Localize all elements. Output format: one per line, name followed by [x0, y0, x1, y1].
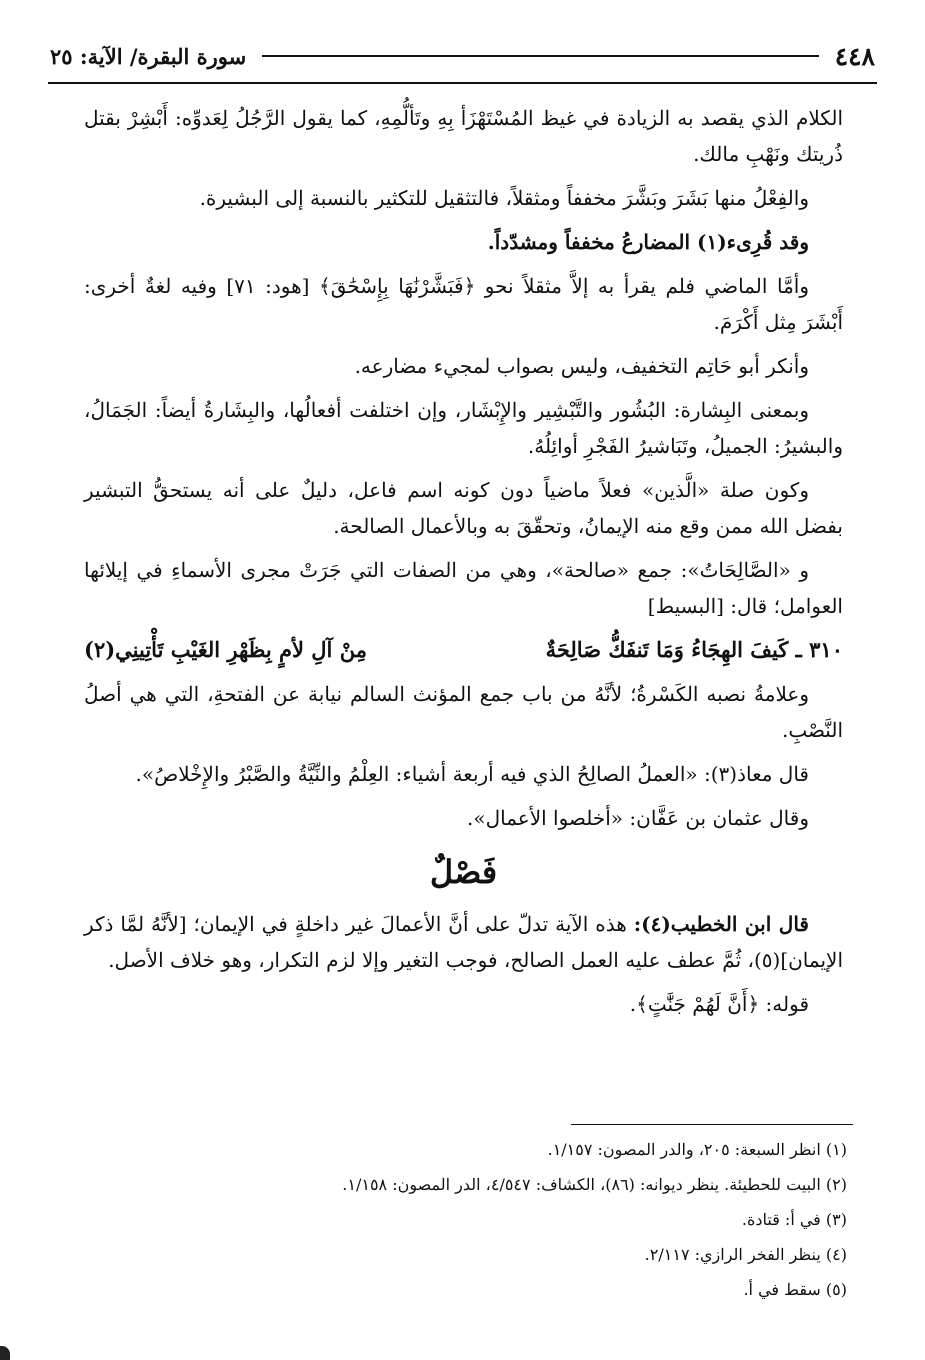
- section-lead: قال ابن الخطيب(٤):: [633, 912, 809, 936]
- paragraph: قوله: ﴿أَنَّ لَهُمْ جَنَّٰتٍ﴾.: [629, 992, 809, 1016]
- page-number: ٤٤٨: [834, 41, 875, 71]
- paragraph: وأنكر أبو حَاتِم التخفيف، وليس بصواب لمجيء مضارعه.: [354, 354, 809, 378]
- main-text: [84, 100, 843, 1030]
- running-title: سورة البقرة/ الآية: ٢٥: [50, 43, 247, 69]
- verse-second-hemistich: مِنْ آلِ لأمٍ بِظَهْرِ الغَيْبِ تَأْتِينِي(٢): [84, 637, 367, 662]
- page-header: [50, 36, 875, 76]
- paragraph: وقال عثمان بن عَفَّان: «أخلصوا الأعمال».: [467, 806, 809, 830]
- paragraph: قال معاذ(٣): «العملُ الصالِحُ الذي فيه أربعة أشياء: العِلْمُ والنِّيَّةُ والصَّبْرُ والإِخْلاصُ».: [135, 762, 809, 786]
- paragraph: وقد قُرِىء(١) المضارعُ مخففاً ومشدّداً.: [487, 230, 809, 254]
- paragraph: وعلامةُ نصبه الكَسْرةُ؛ لأنَّهُ من باب جمع المؤنث السالم نيابة عن الفتحةِ، التي هي أصلُ النَّصْبِ.: [84, 682, 843, 742]
- paragraph: و «الصَّالِحَاتُ»: جمع «صالحة»، وهي من الصفات التي جَرَتْ مجرى الأسماءِ في إيلائها العوامل؛ قال: [البسيط]: [84, 558, 843, 618]
- footnote: (٣) في أ: قتادة.: [741, 1210, 847, 1229]
- section-paragraph: [84, 906, 843, 978]
- footnote: (١) انظر السبعة: ٢٠٥، والدر المصون: ١/١٥٧.: [547, 1140, 847, 1159]
- section-text: هذه الآية تدلّ على أنَّ الأعمالَ غير داخلةٍ في الإيمان؛ [لأنَّهُ لمَّا ذكر الإيمان](٥)، ثُمَّ عطف عليه العمل الصالح، فوجب التغير وإلا لزم التكرار، وهو خلاف الأصل.: [84, 912, 843, 972]
- header-divider: [48, 82, 877, 84]
- paragraph: وأمَّا الماضي فلم يقرأ به إلاَّ مثقلاً نحو ﴿فَبَشَّرْنَٰهَا بِإِسْحَٰقَ﴾ [هود: ٧١] وفيه لغةٌ أخرى: أَبْشَرَ مِثل أَكْرَمَ.: [84, 274, 843, 334]
- verse-first-hemistich: ٣١٠ ـ كَيفَ الهِجَاءُ وَمَا تَنفَكُّ صَالِحَةٌ: [545, 637, 843, 662]
- section-title: فَصْلٌ: [429, 853, 498, 891]
- paragraph: وبمعنى البِشارة: البُشُور والتَّبْشِير والإِبْشَار، وإن اختلفت أفعالُها، والبِشَارةُ أيضاً: الجَمَالُ، والبشيرُ: الجميلُ، وتَبَاشيرُ الفَجْرِ أوائِلُهُ.: [84, 398, 843, 458]
- footnotes: [84, 1132, 847, 1307]
- footnote: (٥) سقط في أ.: [743, 1280, 847, 1299]
- header-rule: [262, 55, 819, 57]
- paragraph: والفِعْلُ منها بَشَرَ وبَشَّرَ مخففاً ومثقلاً، فالتثقيل للتكثير بالنسبة إلى البشيرة.: [199, 186, 809, 210]
- paragraph: وكون صلة «الَّذين» فعلاً ماضياً دون كونه اسم فاعل، دليلٌ على أنه يستحقُّ التبشير بفضل الله ممن وقع منه الإيمانُ، وتحقّقَ به وبالأعمال الصالحة.: [84, 478, 843, 538]
- paragraph: الكلام الذي يقصد به الزيادة في غيظ المُسْتَهْزَأ بِهِ وتَألُّمِهِ، كما يقول الرَّجُلُ لِعَدوِّه: أَبْشِرْ بقتل ذُريتك ونَهْبِ مالك.: [84, 106, 843, 166]
- footnote: (٤) ينظر الفخر الرازي: ٢/١١٧.: [644, 1245, 847, 1264]
- scan-artifact: [0, 1346, 10, 1360]
- poetry-verse: [84, 632, 843, 668]
- footnote-divider: [571, 1124, 853, 1125]
- footnote: (٢) البيت للحطيئة. ينظر ديوانه: (٨٦)، الكشاف: ٤/٥٤٧، الدر المصون: ١/١٥٨.: [342, 1175, 847, 1194]
